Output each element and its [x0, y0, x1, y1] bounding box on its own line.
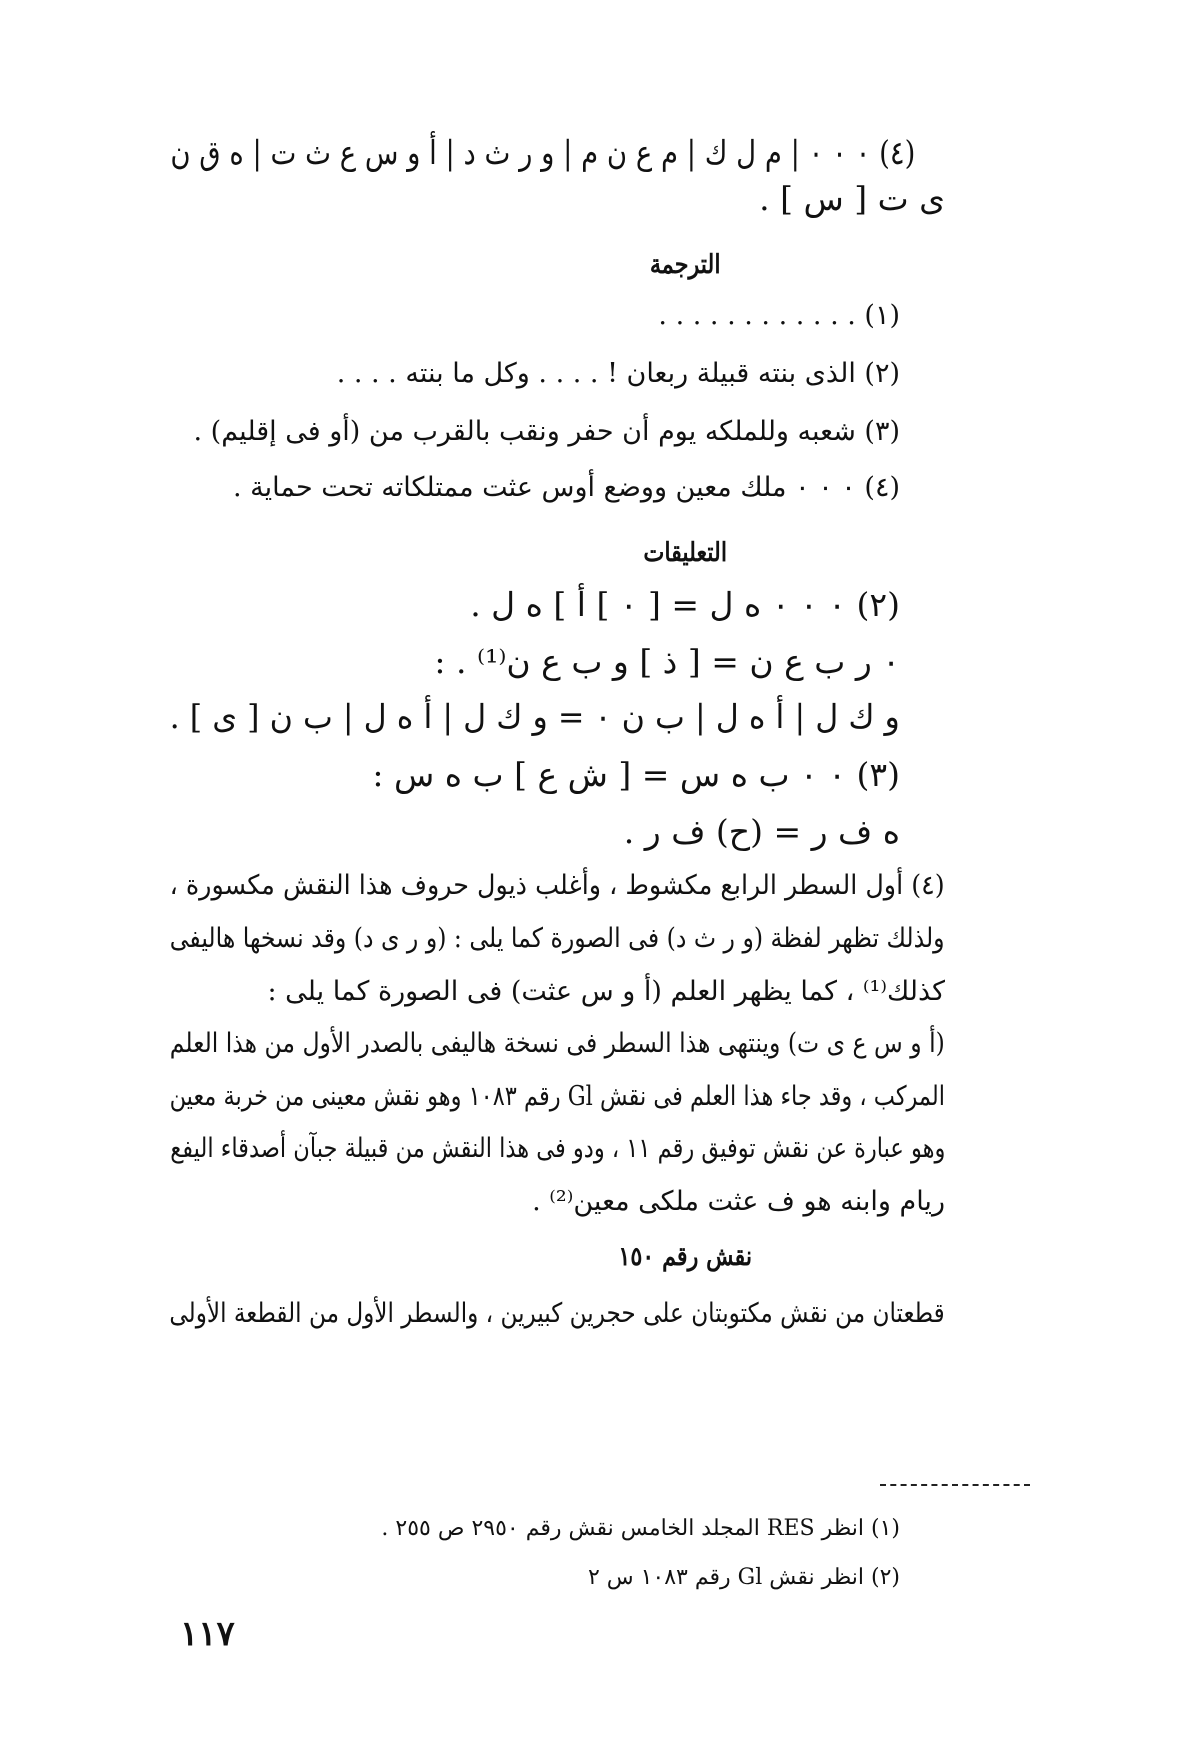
page-number: ١١٧	[180, 1614, 235, 1654]
commentary-line-4: (٣) ٠ ٠ ب ه س = [ ش ع ] ب ه س :	[372, 755, 900, 794]
script-line-4a: (٤) ٠ ٠ ٠ | م ل ك | م ع ن م | و ر ث د | أ و س ع ث ت | ه ق ن	[169, 133, 915, 172]
translation-line-3: (٣) شعبه وللملكه يوم أن حفر ونقب بالقرب من (أو فى إقليم) .	[193, 416, 900, 447]
paragraph2-line-3: وهو عبارة عن نقش توفيق رقم ١١ ، ودو فى هذا النقش من قبيلة جبآن أصدقاء اليفع	[169, 1133, 945, 1164]
commentary-line-3: و ك ل | أ ه ل | ب ن ٠ = و ك ل | أ ه ل | ب ن [ ى ] .	[169, 697, 900, 736]
translation-line-2: (٢) الذى بنته قبيلة ربعان ! . . . . وكل ما بنته . . . .	[336, 358, 900, 389]
paragraph2-line-1: (أ و س ع ى ت) وينتهى هذا السطر فى نسخة هاليفى بالصدر الأول من هذا العلم	[170, 1028, 945, 1059]
footnote-2: (٢) انظر نقش Gl رقم ١٠٨٣ س ٢	[587, 1565, 900, 1590]
commentary-heading: التعليقات	[643, 538, 728, 568]
paragraph2-line-4: ريام وابنه هو ف عثت ملكى معين⁽²⁾ .	[532, 1186, 945, 1217]
inscription-line: قطعتان من نقش مكتوبتان على حجرين كبيرين ، والسطر الأول من القطعة الأولى	[169, 1298, 945, 1329]
commentary-line-5: ه ف ر = (ح) ف ر .	[623, 812, 900, 851]
footnote-1: (١) انظر RES المجلد الخامس نقش رقم ٢٩٥٠ ص ٢٥٥ .	[381, 1516, 900, 1541]
translation-heading: الترجمة	[649, 250, 721, 280]
inscription-heading: نقش رقم ١٥٠	[618, 1242, 753, 1272]
paragraph1-line-3: كذلك⁽¹⁾ ، كما يظهر العلم (أ و س عثت) فى الصورة كما يلى :	[267, 976, 945, 1007]
translation-line-4: (٤) ٠ ٠ ٠ ملك معين ووضع أوس عثت ممتلكاته تحت حماية .	[233, 472, 900, 503]
paragraph2-line-2: المركب ، وقد جاء هذا العلم فى نقش Gl رقم ١٠٨٣ وهو نقش معينى من خربة معين	[169, 1081, 945, 1112]
footnote-divider	[880, 1484, 1030, 1486]
paragraph1-line-1: (٤) أول السطر الرابع مكشوط ، وأغلب ذيول حروف هذا النقش مكسورة ،	[169, 870, 945, 901]
script-line-4b: ى ت [ س ] .	[759, 179, 945, 218]
commentary-line-1: (٢) ٠ ٠ ٠ ه ل = [ ٠ ] أ ] ه ل .	[470, 585, 900, 624]
translation-line-1: (١) . . . . . . . . . . . .	[658, 300, 900, 331]
commentary-line-2: ٠ ر ب ع ن = [ ذ ] و ب ع ن⁽¹⁾ . :	[434, 642, 900, 681]
paragraph1-line-2: ولذلك تظهر لفظة (و ر ث د) فى الصورة كما يلى : (و ر ى د) وقد نسخها هاليفى	[170, 923, 945, 954]
